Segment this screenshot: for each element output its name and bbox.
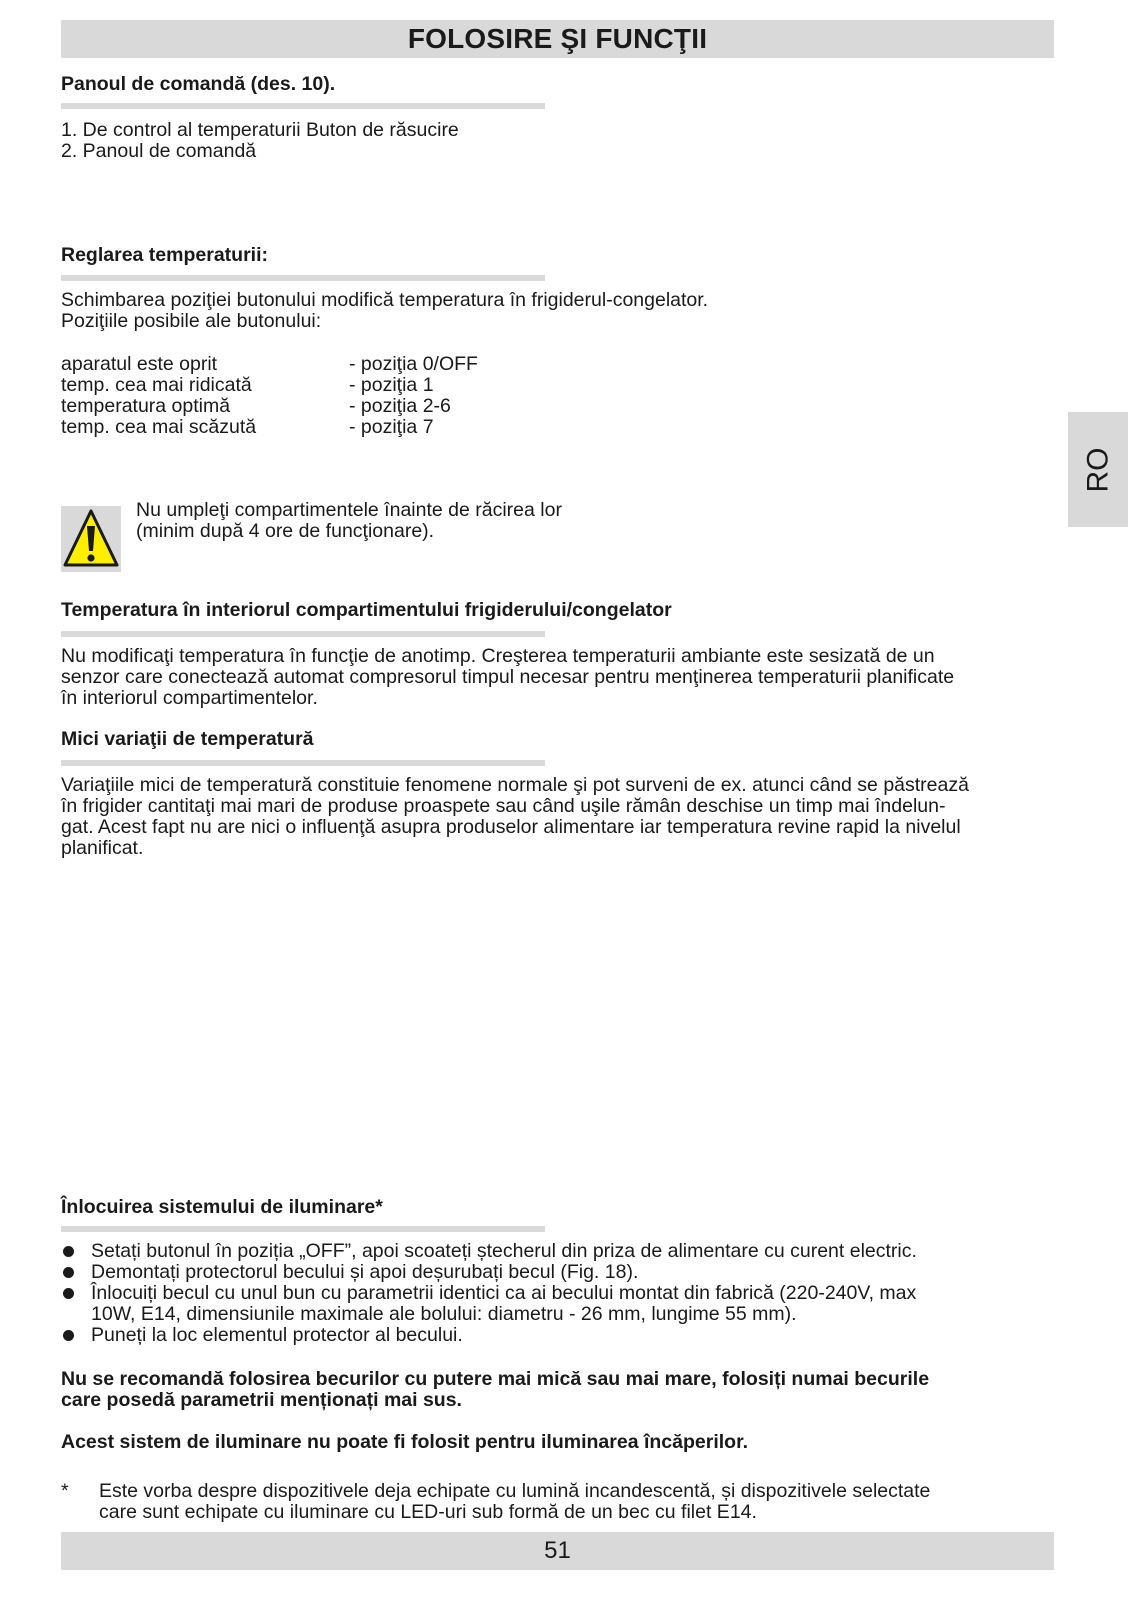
- bullet-icon: [63, 1330, 74, 1341]
- list-item: [61, 1241, 1054, 1262]
- temp-setting-text: [61, 290, 1054, 332]
- footnote-line: Este vorba despre dispozitivele deja echipate cu lumină incandescentă, și dispozitivele selectate: [99, 1480, 931, 1502]
- variations-text: [61, 775, 1054, 859]
- temp-setting-line: Schimbarea poziţiei butonului modifică temperatura în frigiderul-congelator.: [61, 289, 709, 311]
- interior-temp-heading-rule: [61, 631, 545, 637]
- list-item-text: Înlocuiți becul cu unul bun cu parametrii identici ca ai becului montat din fabrică (220-240V, max: [91, 1282, 917, 1304]
- warning-icon-box: [61, 506, 121, 572]
- language-tab: [1068, 412, 1128, 527]
- list-item-text: Demontați protectorul becului și apoi deșurubați becul (Fig. 18).: [91, 1261, 639, 1283]
- bullet-icon: [63, 1246, 74, 1257]
- temp-setting-line: Poziţiile posibile ale butonului:: [61, 310, 322, 332]
- lighting-recommendation: [61, 1369, 1054, 1411]
- lighting-heading-rule: [61, 1226, 545, 1232]
- position-labels: [61, 354, 256, 438]
- bullet-icon: [63, 1267, 74, 1278]
- temp-setting-heading: Reglarea temperaturii:: [61, 244, 268, 266]
- position-value: - poziţia 7: [349, 416, 434, 438]
- position-value: - poziţia 2-6: [349, 395, 451, 417]
- position-values: [349, 354, 478, 438]
- lighting-heading: Înlocuirea sistemului de iluminare*: [61, 1196, 383, 1218]
- panel-heading: Panoul de comandă (des. 10).: [61, 73, 336, 95]
- variations-heading: Mici variaţii de temperatură: [61, 728, 314, 750]
- list-item-text: Puneți la loc elementul protector al becului.: [91, 1324, 463, 1346]
- position-label: temperatura optimă: [61, 395, 231, 417]
- position-value: - poziţia 1: [349, 374, 434, 396]
- panel-item: 2. Panoul de comandă: [61, 140, 257, 162]
- page-header: [61, 20, 1054, 58]
- bullet-icon: [63, 1288, 74, 1299]
- variations-line: în frigider cantitaţi mai mari de produse proaspete sau când uşile rămân deschise un timp mai îndelun-: [61, 795, 946, 817]
- variations-line: Variaţiile mici de temperatură constituie fenomene normale şi pot surveni de ex. atunci când se păstrează: [61, 774, 969, 796]
- list-item: [61, 1283, 1054, 1325]
- position-label: temp. cea mai ridicată: [61, 374, 252, 396]
- warning-text: [136, 500, 562, 542]
- interior-temp-line: în interiorul compartimentelor.: [61, 687, 318, 709]
- variations-line: planificat.: [61, 837, 144, 859]
- position-label: temp. cea mai scăzută: [61, 416, 257, 438]
- list-item-text: 10W, E14, dimensiunile maximale ale bolului: diametru - 26 mm, lungime 55 mm).: [91, 1303, 797, 1325]
- lighting-restriction: Acest sistem de iluminare nu poate fi folosit pentru iluminarea încăperilor.: [61, 1431, 748, 1453]
- list-item: [61, 1262, 1054, 1283]
- warning-triangle-icon: [61, 506, 121, 572]
- warning-line: (minim după 4 ore de funcţionare).: [136, 520, 435, 542]
- panel-items: [61, 120, 1054, 162]
- interior-temp-line: senzor care conectează automat compresorul timpul necesar pentru menţinerea temperaturii planificate: [61, 666, 955, 688]
- footnote-mark: *: [61, 1480, 69, 1502]
- footnote-text: [99, 1481, 930, 1523]
- panel-item: 1. De control al temperaturii Buton de răsucire: [61, 119, 459, 141]
- lighting-steps: [61, 1241, 1054, 1346]
- interior-temp-heading: Temperatura în interiorul compartimentului frigiderului/congelator: [61, 599, 672, 621]
- list-item: [61, 1325, 1054, 1346]
- page-number: 51: [544, 1537, 571, 1564]
- language-tab-label: RO: [1081, 447, 1114, 492]
- variations-heading-rule: [61, 760, 545, 766]
- page-title: FOLOSIRE ŞI FUNCŢII: [407, 23, 708, 54]
- interior-temp-line: Nu modificaţi temperatura în funcţie de anotimp. Creşterea temperaturii ambiante este sesizată de un: [61, 645, 935, 667]
- position-label: aparatul este oprit: [61, 353, 218, 375]
- footnote-line: care sunt echipate cu iluminare cu LED-uri sub formă de un bec cu filet E14.: [99, 1501, 757, 1523]
- position-value: - poziţia 0/OFF: [349, 353, 478, 375]
- variations-line: gat. Acest fapt nu are nici o influenţă asupra produselor alimentare iar temperatura revine rapid la nivelul: [61, 816, 961, 838]
- list-item-text: Setați butonul în poziția „OFF”, apoi scoateți ștecherul din priza de alimentare cu curent electric.: [91, 1240, 917, 1262]
- page-footer: [61, 1532, 1054, 1570]
- recommendation-line: care posedă parametrii menționați mai sus.: [61, 1389, 462, 1411]
- recommendation-line: Nu se recomandă folosirea becurilor cu putere mai mică sau mai mare, folosiți numai becurile: [61, 1368, 930, 1390]
- warning-line: Nu umpleţi compartimentele înainte de răcirea lor: [136, 499, 562, 521]
- panel-heading-rule: [61, 103, 545, 109]
- interior-temp-text: [61, 646, 1054, 709]
- temp-setting-heading-rule: [61, 275, 545, 281]
